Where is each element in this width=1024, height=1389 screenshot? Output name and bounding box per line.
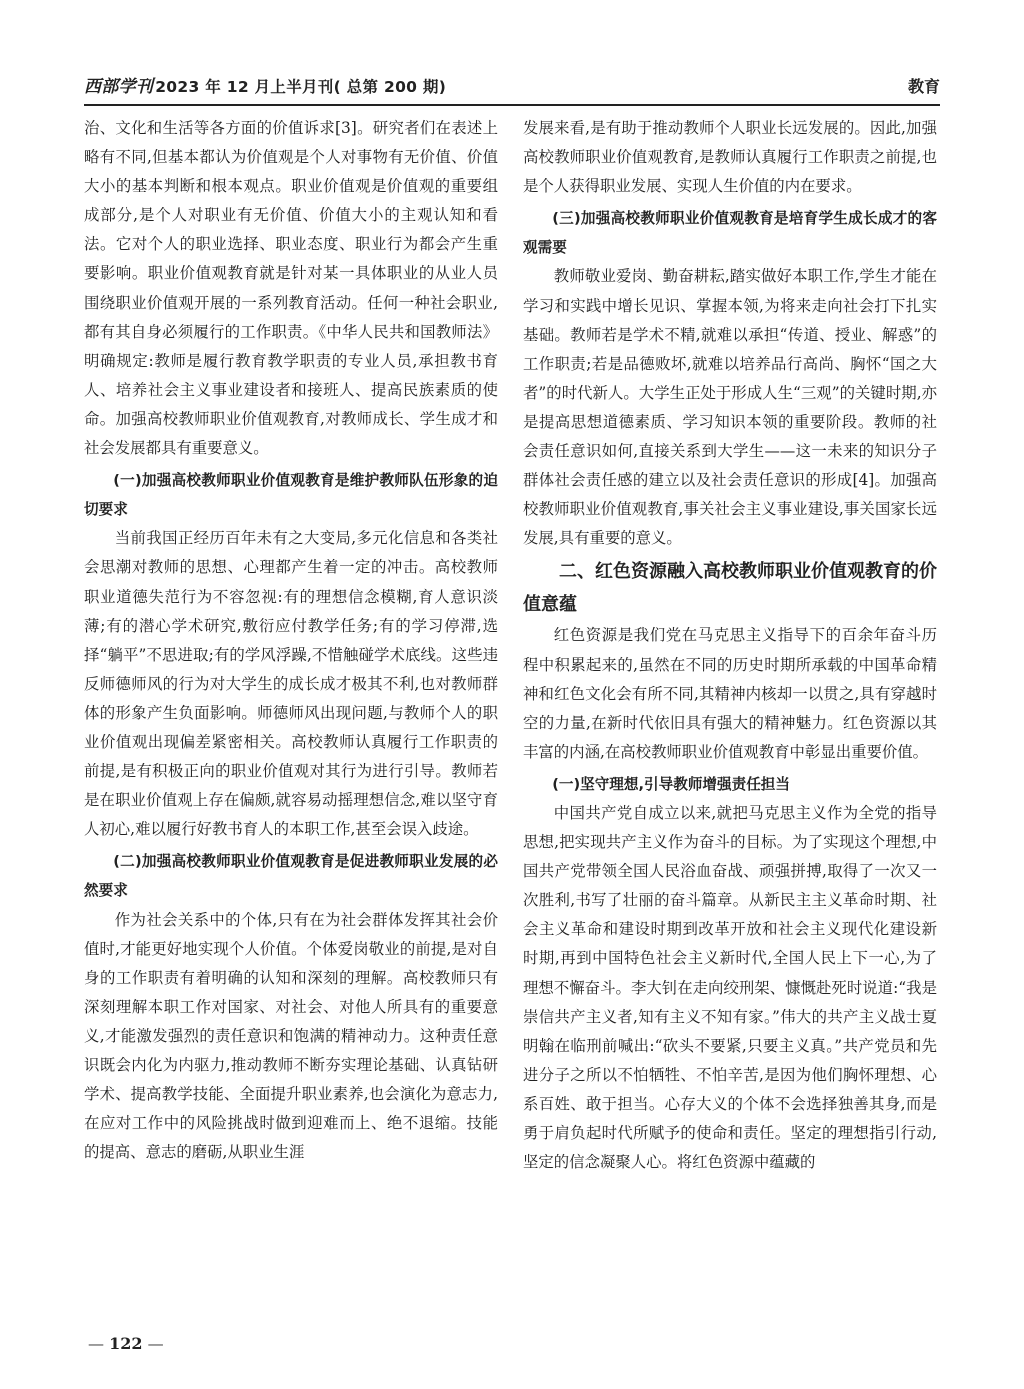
body-paragraph: 红色资源是我们党在马克思主义指导下的百余年奋斗历程中积累起来的,虽然在不同的历史时期所承载的中国革命精神和红色文化会有所不同,其精神内核却一以贯之,具有穿越时空的力量,在新时代依旧具有强大的精神魅力。红色资源以其丰富的内涵,在高校教师职业价值观教育中彰显出重要价值。 [523,626,937,761]
subsection-heading: (一)坚守理想,引导教师增强责任担当 [552,775,790,793]
page-footer: — 122 — [88,1334,164,1353]
subsection-heading: (一)加强高校教师职业价值观教育是维护教师队伍形象的迫切要求 [84,472,498,519]
page-number: 122 [109,1334,143,1353]
body-paragraph: 作为社会关系中的个体,只有在为社会群体发挥其社会价值时,才能更好地实现个人价值。个体爱岗敬业的前提,是对自身的工作职责有着明确的认知和深刻的理解。高校教师只有深刻理解本职工作对国家、对社会、对他人所具有的重要意义,才能激发强烈的责任意识和饱满的精神动力。这种责任意识既会内化为内驱力,推动教师不断夯实理论基础、认真钻研学术、提高教学技能、全面提升职业素养,也会演化为意志力,在应对工作中的风险挑战时做到迎难而上、绝不退缩。技能的提高、意志的磨砺,从职业生涯 [84,910,498,1162]
journal-name: 西部学刊 [84,77,154,97]
subsection-heading: (二)加强高校教师职业价值观教育是促进教师职业发展的必然要求 [84,853,498,900]
subsection-heading: (三)加强高校教师职业价值观教育是培育学生成长成才的客观需要 [523,210,937,257]
continued-paragraph: 治、文化和生活等各方面的价值诉求[3]。研究者们在表述上略有不同,但基本都认为价值观是个人对事物有无价值、价值大小的基本判断和根本观点。职业价值观是价值观的重要组成部分,是个人对职业有无价值、价值大小的主观认知和看法。它对个人的职业选择、职业态度、职业行为都会产生重要影响。职业价值观教育就是针对某一具体职业的从业人员围绕职业价值观开展的一系列教育活动。任何一种社会职业,都有其自身必须履行的工作职责。《中华人民共和国教师法》明确规定:教师是履行教育教学职责的专业人员,承担教书育人、培养社会主义事业建设者和接班人、提高民族素质的使命。加强高校教师职业价值观教育,对教师成长、学生成才和社会发展都具有重要意义。 [84,119,498,458]
continued-paragraph: 发展来看,是有助于推动教师个人职业长远发展的。因此,加强高校教师职业价值观教育,是教师认真履行工作职责之前提,也是个人获得职业发展、实现人生价值的内在要求。 [523,119,937,196]
body-paragraph: 中国共产党自成立以来,就把马克思主义作为全党的指导思想,把实现共产主义作为奋斗的目标。为了实现这个理想,中国共产党带领全国人民浴血奋战、顽强拼搏,取得了一次又一次胜利,书写了壮丽的奋斗篇章。从新民主主义革命时期、社会主义革命和建设时期到改革开放和社会主义现代化建设新时期,再到中国特色社会主义新时代,全国人民上下一心,为了理想不懈奋斗。李大钊在走向绞刑架、慷慨赴死时说道:“我是崇信共产主义者,知有主义不知有家。”伟大的共产主义战士夏明翰在临刑前喊出:“砍头不要紧,只要主义真。”共产党员和先进分子之所以不怕牺牲、不怕辛苦,是因为他们胸怀理想、心系百姓、敢于担当。心存大义的个体不会选择独善其身,而是勇于肩负起时代所赋予的使命和责任。坚定的理想指引行动,坚定的信念凝聚人心。将红色资源中蕴藏的 [523,803,937,1172]
issue-info: 2023 年 12 月上半月刊( 总第 200 期) [155,78,447,96]
section-heading: 二、红色资源融入高校教师职业价值观教育的价值意蕴 [523,561,937,616]
body-paragraph: 教师敬业爱岗、勤奋耕耘,踏实做好本职工作,学生才能在学习和实践中增长见识、掌握本领,为将来走向社会打下扎实基础。教师若是学术不精,就难以承担“传道、授业、解惑”的工作职责;若是品德败坏,就难以培养品行高尚、胸怀“国之大者”的时代新人。大学生正处于形成人生“三观”的关键时期,亦是提高思想道德素质、学习知识本领的重要阶段。教师的社会责任意识如何,直接关系到大学生——这一未来的知识分子群体社会责任感的建立以及社会责任意识的形成[4]。加强高校教师职业价值观教育,事关社会主义事业建设,事关国家长远发展,具有重要的意义。 [523,267,937,548]
body-paragraph: 当前我国正经历百年未有之大变局,多元化信息和各类社会思潮对教师的思想、心理都产生着一定的冲击。高校教师职业道德失范行为不容忽视:有的理想信念模糊,育人意识淡薄;有的潜心学术研究,敷衍应付教学任务;有的学习停滞,选择“躺平”不思进取;有的学风浮躁,不惜触碰学术底线。这些违反师德师风的行为对大学生的成长成才极其不利,也对教师群体的形象产生负面影响。师德师风出现问题,与教师个人的职业价值观出现偏差紧密相关。高校教师认真履行工作职责的前提,是有积极正向的职业价值观对其行为进行引导。教师若是在职业价值观上存在偏颇,就容易动摇理想信念,难以坚守育人初心,难以履行好教书育人的本职工作,甚至会误入歧途。 [84,529,498,839]
right-column [523,114,937,1334]
section-label: 教育 [907,77,940,96]
left-column [84,114,498,1334]
running-header [84,70,940,106]
journal-issue-line [84,72,446,97]
